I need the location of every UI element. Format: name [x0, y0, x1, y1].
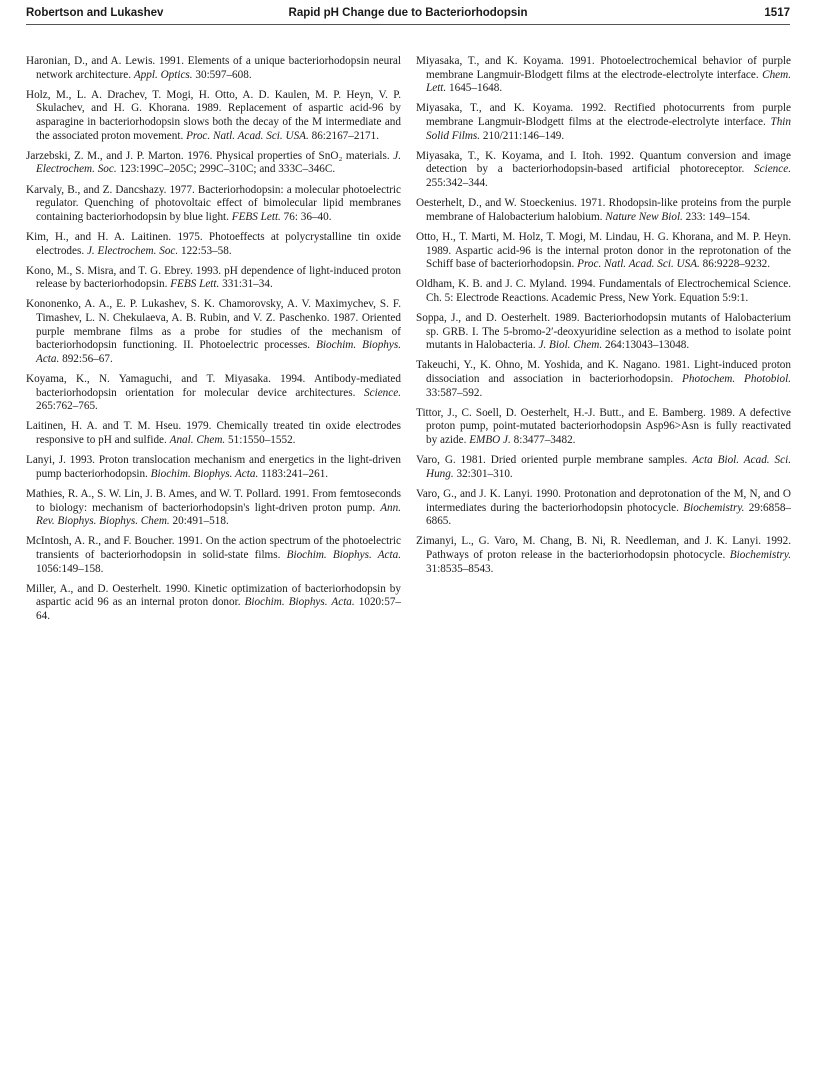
reference-entry: Kono, M., S. Misra, and T. G. Ebrey. 1993. pH dependence of light-induced proton release by bacteriorhodopsin. FEBS Lett. 331:31–34.	[26, 264, 401, 291]
reference-entry: Karvaly, B., and Z. Dancshazy. 1977. Bacteriorhodopsin: a molecular photoelectric regulator. Quenching of photovoltaic effect of bimolecular lipid membranes containing bacteriorhodopsin by blue light. FEBS Lett. 76: 36–40.	[26, 183, 401, 223]
reference-entry: Otto, H., T. Marti, M. Holz, T. Mogi, M. Lindau, H. G. Khorana, and M. P. Heyn. 1989. Aspartic acid-96 is the internal proton donor in the reprotonation of the Schiff base of bacteriorhodopsin. Proc. Natl. Acad. Sci. USA. 86:9228–9232.	[416, 230, 791, 271]
reference-entry: Koyama, K., N. Yamaguchi, and T. Miyasaka. 1994. Antibody-mediated bacteriorhodopsin orientation for molecular device architectures. Science. 265:762–765.	[26, 373, 402, 413]
reference-entry: Varo, G., and J. K. Lanyi. 1990. Protonation and deprotonation of the M, N, and O intermediates during the bacteriorhodopsin photocycle. Biochemistry. 29:6858–6865.	[416, 487, 792, 528]
reference-entry: Kim, H., and H. A. Laitinen. 1975. Photoeffects at polycrystalline tin oxide electrodes. J. Electrochem. Soc. 122:53–58.	[26, 230, 401, 257]
running-header	[26, 0, 790, 22]
reference-entry: Holz, M., L. A. Drachev, T. Mogi, H. Otto, A. D. Kaulen, M. P. Heyn, V. P. Skulachev, and H. G. Khorana. 1989. Replacement of aspartic acid-96 by asparagine in bacteriorhodopsin slows both the decay of the M intermediate and the associated proton movement. Proc. Natl. Acad. Sci. USA. 86:2167–2171.	[26, 88, 401, 142]
reference-column-left	[26, 55, 401, 630]
reference-entry: Lanyi, J. 1993. Proton translocation mechanism and energetics in the light-driven pump bacteriorhodopsin. Biochim. Biophys. Acta. 1183:241–261.	[26, 454, 401, 480]
reference-entry: Oesterhelt, D., and W. Stoeckenius. 1971. Rhodopsin-like proteins from the purple membrane of Halobacterium halobium. Nature New Biol. 233: 149–154.	[416, 197, 791, 223]
reference-entry: Jarzebski, Z. M., and J. P. Marton. 1976. Physical properties of SnO₂ materials. J. Electrochem. Soc. 123:199C–205C; 299C–310C; and 333C–346C.	[26, 149, 401, 176]
reference-entry: Haronian, D., and A. Lewis. 1991. Elements of a unique bacteriorhodopsin neural network architecture. Appl. Optics. 30:597–608.	[26, 55, 401, 81]
header-title: Rapid pH Change due to Bacteriorhodopsin	[288, 7, 528, 19]
reference-column-right	[416, 55, 791, 583]
reference-entry: Miyasaka, T., and K. Koyama. 1991. Photoelectrochemical behavior of purple membrane Langmuir-Blodgett films at the electrode-electrolyte interface. Chem. Lett. 1645–1648.	[416, 55, 792, 95]
reference-entry: Soppa, J., and D. Oesterhelt. 1989. Bacteriorhodopsin mutants of Halobacterium sp. GRB. I. The 5-bromo-2′-deoxyuridine selection as a method to isolate point mutants in Halobacteria. J. Biol. Chem. 264:13043–13048.	[416, 312, 791, 352]
reference-entry: Miyasaka, T., and K. Koyama. 1992. Rectified photocurrents from purple membrane Langmuir-Blodgett films at the electrode-electrolyte interface. Thin Solid Films. 210/211:146–149.	[416, 102, 792, 142]
reference-entry: Takeuchi, Y., K. Ohno, M. Yoshida, and K. Nagano. 1981. Light-induced proton dissociation and association in bacteriorhodopsin. Photochem. Photobiol. 33:587–592.	[416, 359, 791, 399]
header-rule	[26, 24, 790, 25]
reference-entry: Mathies, R. A., S. W. Lin, J. B. Ames, and W. T. Pollard. 1991. From femtoseconds to biology: mechanism of bacteriorhodopsin's light-driven proton pump. Ann. Rev. Biophys. Biophys. Chem. 20:491–518.	[26, 487, 402, 528]
reference-entry: Laitinen, H. A. and T. M. Hseu. 1979. Chemically treated tin oxide electrodes responsive to pH and sulfide. Anal. Chem. 51:1550–1552.	[26, 420, 401, 446]
reference-entry: Varo, G. 1981. Dried oriented purple membrane samples. Acta Biol. Acad. Sci. Hung. 32:301–310.	[416, 454, 791, 480]
reference-entry: McIntosh, A. R., and F. Boucher. 1991. On the action spectrum of the photoelectric transients of bacteriorhodopsin in solid-state films. Biochim. Biophys. Acta. 1056:149–158.	[26, 535, 402, 575]
reference-entry: Oldham, K. B. and J. C. Myland. 1994. Fundamentals of Electrochemical Science. Ch. 5: Electrode Reactions. Academic Press, New York. Equation 5:9:1.	[416, 278, 791, 304]
page-number: 1517	[764, 7, 790, 19]
reference-entry: Miller, A., and D. Oesterhelt. 1990. Kinetic optimization of bacteriorhodopsin by aspartic acid 96 as an internal proton donor. Biochim. Biophys. Acta. 1020:57–64.	[26, 582, 402, 622]
reference-entry: Miyasaka, T., K. Koyama, and I. Itoh. 1992. Quantum conversion and image detection by a bacteriorhodopsin-based artificial photoreceptor. Science. 255:342–344.	[416, 149, 792, 189]
reference-entry: Zimanyi, L., G. Varo, M. Chang, B. Ni, R. Needleman, and J. K. Lanyi. 1992. Pathways of proton release in the bacteriorhodopsin photocycle. Biochemistry. 31:8535–8543.	[416, 535, 792, 575]
reference-entry: Kononenko, A. A., E. P. Lukashev, S. K. Chamorovsky, A. V. Maximychev, S. F. Timashev, L. N. Chekulaeva, A. B. Rubin, and V. Z. Paschenko. 1987. Oriented purple membrane films as a probe for studies of the mechanism of bacteriorhodopsin functioning. II. Photoelectric processes. Biochim. Biophys. Acta. 892:56–67.	[26, 298, 402, 365]
header-authors: Robertson and Lukashev	[26, 7, 164, 19]
reference-entry: Tittor, J., C. Soell, D. Oesterhelt, H.-J. Butt., and E. Bamberg. 1989. A defective proton pump, point-mutated bacteriorhodopsin Asp96>Asn is fully reactivated by azide. EMBO J. 8:3477–3482.	[416, 406, 791, 446]
